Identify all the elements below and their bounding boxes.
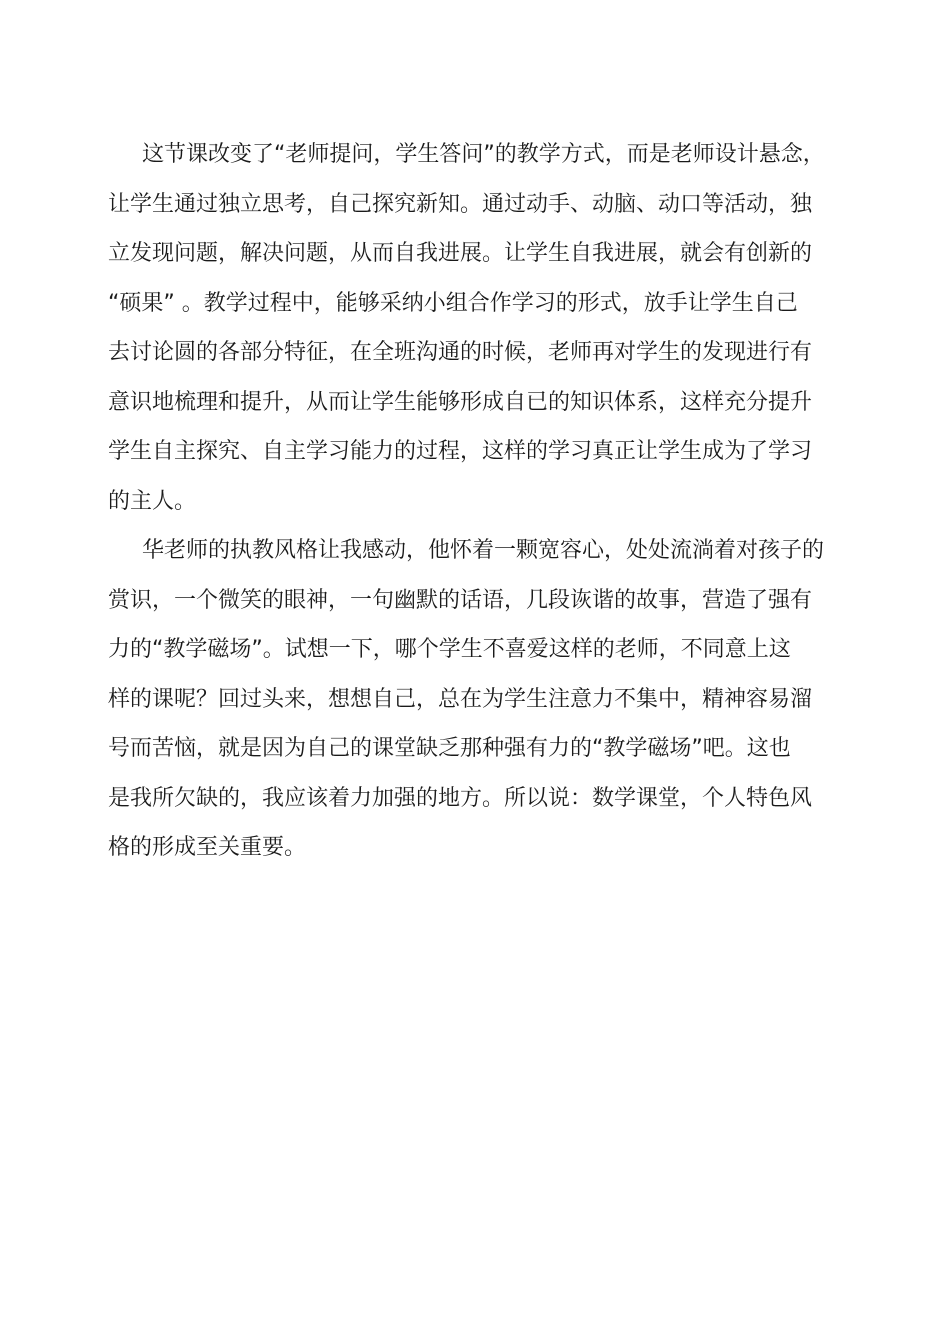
paragraph-line: 华老师的执教风格让我感动，他怀着一颗宽容心，处处流淌着对孩子的 xyxy=(142,538,825,563)
document-body xyxy=(108,130,844,873)
paragraph-line: 的主人。 xyxy=(108,488,197,514)
paragraph-line: 是我所欠缺的，我应该着力加强的地方。所以说：数学课堂，个人特色风 xyxy=(108,785,813,811)
paragraph-line: 让学生通过独立思考，自己探究新知。通过动手、动脑、动口等活动，独 xyxy=(108,191,813,217)
paragraph-line: 立发现问题，解决问题，从而自我进展。让学生自我进展，就会有创新的 xyxy=(108,241,813,266)
paragraph-line: 号而苦恼，就是因为自己的课堂缺乏那种强有力的“教学磁场”吧。这也 xyxy=(108,736,791,761)
paragraph-line: 格的形成至关重要。 xyxy=(108,835,307,860)
paragraph-line: 学生自主探究、自主学习能力的过程，这样的学习真正让学生成为了学习 xyxy=(108,439,813,464)
paragraph-line: 赏识，一个微笑的眼神，一句幽默的话语，几段诙谐的故事，营造了强有 xyxy=(108,587,813,613)
paragraph-line: 样的课呢？回过头来，想想自己，总在为学生注意力不集中，精神容易溜 xyxy=(108,686,813,712)
paragraph-line: 去讨论圆的各部分特征，在全班沟通的时候，老师再对学生的发现进行有 xyxy=(108,340,813,365)
paragraph-line: 意识地梳理和提升，从而让学生能够形成自已的知识体系，这样充分提升 xyxy=(108,389,813,415)
paragraph-line: “硕果” 。教学过程中，能够采纳小组合作学习的形式，放手让学生自己 xyxy=(108,290,798,316)
paragraph-1 xyxy=(108,130,844,526)
paragraph-line: 这节课改变了“老师提问，学生答问”的教学方式，而是老师设计悬念， xyxy=(142,142,825,167)
paragraph-2 xyxy=(108,526,844,873)
paragraph-line: 力的“教学磁场”。试想一下，哪个学生不喜爱这样的老师，不同意上这 xyxy=(108,637,791,662)
